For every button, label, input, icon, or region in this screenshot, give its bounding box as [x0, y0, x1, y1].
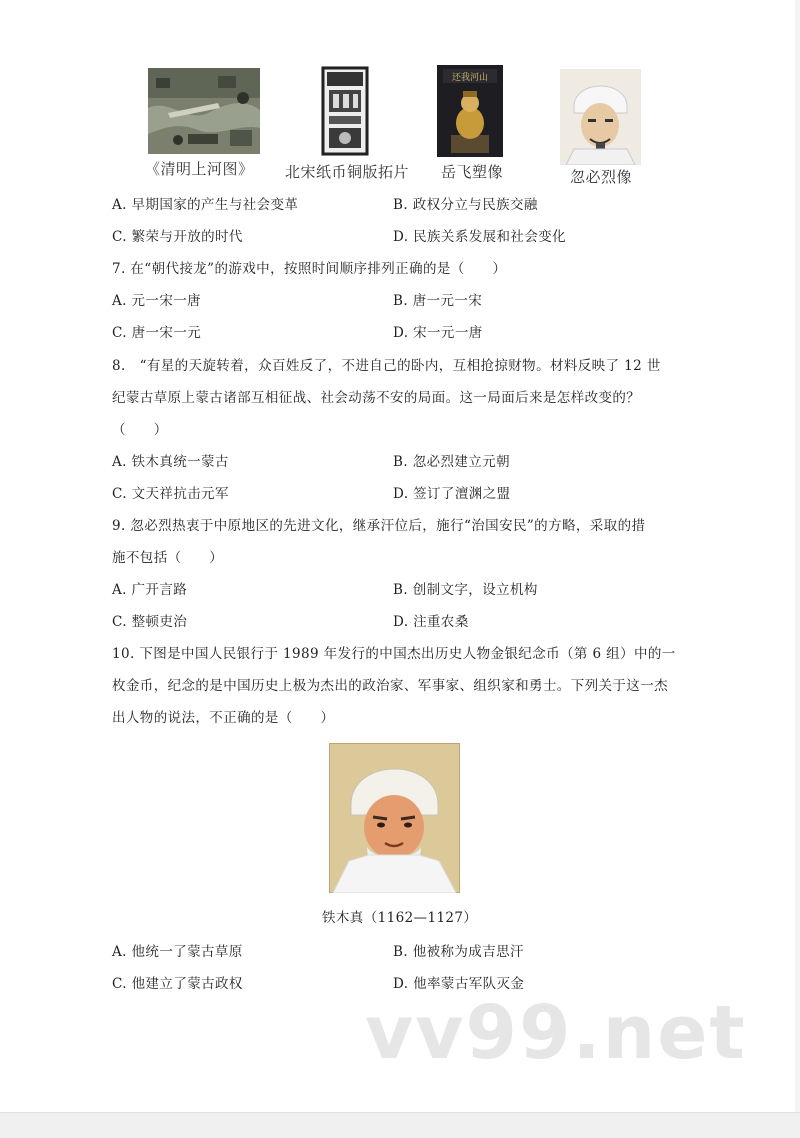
- q10-option-c[interactable]: C. 他建立了蒙古政权: [112, 976, 243, 992]
- q6-option-b[interactable]: B. 政权分立与民族交融: [393, 197, 538, 213]
- q8-option-b[interactable]: B. 忽必烈建立元朝: [393, 454, 511, 470]
- image-caption-yuefei: 岳飞塑像: [441, 163, 504, 181]
- q8-option-d[interactable]: D. 签订了澶渊之盟: [393, 486, 511, 502]
- q8-stem-line-1: 8. “有星的天旋转着，众百姓反了，不进自己的卧内，互相抢掠财物。材料反映了 12 世: [112, 358, 661, 374]
- page-right-edge: [795, 0, 800, 1112]
- q8-option-a[interactable]: A. 铁木真统一蒙古: [112, 454, 229, 470]
- q6-option-c[interactable]: C. 繁荣与开放的时代: [112, 229, 243, 245]
- image-caption-banknote: 北宋纸币铜版拓片: [285, 163, 410, 181]
- q9-stem-line-2: 施不包括（ ）: [112, 550, 224, 566]
- q9-option-c[interactable]: C. 整顿吏治: [112, 614, 188, 630]
- watermark: vv99.net: [365, 990, 747, 1076]
- q8-option-c[interactable]: C. 文天祥抗击元军: [112, 486, 229, 502]
- q9-option-b[interactable]: B. 创制文字，设立机构: [393, 582, 538, 598]
- q10-stem-line-1: 10. 下图是中国人民银行于 1989 年发行的中国杰出历史人物金银纪念币（第 6 组）中的一: [112, 646, 676, 662]
- q7-option-c[interactable]: C. 唐一宋一元: [112, 325, 202, 341]
- q9-option-d[interactable]: D. 注重农桑: [393, 614, 469, 630]
- svg-text:还我河山: 还我河山: [451, 73, 489, 83]
- genghis-khan-portrait-image: [329, 743, 460, 893]
- q9-option-a[interactable]: A. 广开言路: [112, 582, 188, 598]
- q8-stem-line-2: 纪蒙古草原上蒙古诸部互相征战、社会动荡不安的局面。这一局面后来是怎样改变的？: [112, 390, 641, 406]
- kublai-khan-portrait-image: [560, 69, 641, 165]
- q6-option-a[interactable]: A. 早期国家的产生与社会变革: [112, 197, 299, 213]
- q7-option-a[interactable]: A. 元一宋一唐: [112, 293, 202, 309]
- q7-option-b[interactable]: B. 唐一元一宋: [393, 293, 483, 309]
- song-banknote-rubbing-image: [321, 66, 369, 156]
- q6-option-d[interactable]: D. 民族关系发展和社会变化: [393, 229, 567, 245]
- yue-fei-statue-image: [437, 65, 503, 157]
- portrait-caption: 铁木真（1162—1127）: [322, 910, 478, 926]
- q8-stem-line-3: （ ）: [112, 422, 168, 438]
- q10-option-d[interactable]: D. 他率蒙古军队灭金: [393, 976, 525, 992]
- q10-option-b[interactable]: B. 他被称为成吉思汗: [393, 944, 524, 960]
- page-bottom-bar: [0, 1112, 800, 1138]
- qingming-painting-image: [148, 68, 260, 154]
- q9-stem-line-1: 9. 忽必烈热衷于中原地区的先进文化，继承汗位后，施行“治国安民”的方略，采取的措: [112, 518, 646, 534]
- q10-stem-line-2: 枚金币，纪念的是中国历史上极为杰出的政治家、军事家、组织家和勇士。下列关于这一杰: [112, 678, 668, 694]
- q7-stem: 7. 在“朝代接龙”的游戏中，按照时间顺序排列正确的是（ ）: [112, 261, 507, 277]
- image-caption-kublai: 忽必烈像: [570, 168, 633, 186]
- q10-option-a[interactable]: A. 他统一了蒙古草原: [112, 944, 243, 960]
- image-caption-qingming: 《清明上河图》: [145, 160, 254, 178]
- q7-option-d[interactable]: D. 宋一元一唐: [393, 325, 483, 341]
- q10-stem-line-3: 出人物的说法，不正确的是（ ）: [112, 710, 335, 726]
